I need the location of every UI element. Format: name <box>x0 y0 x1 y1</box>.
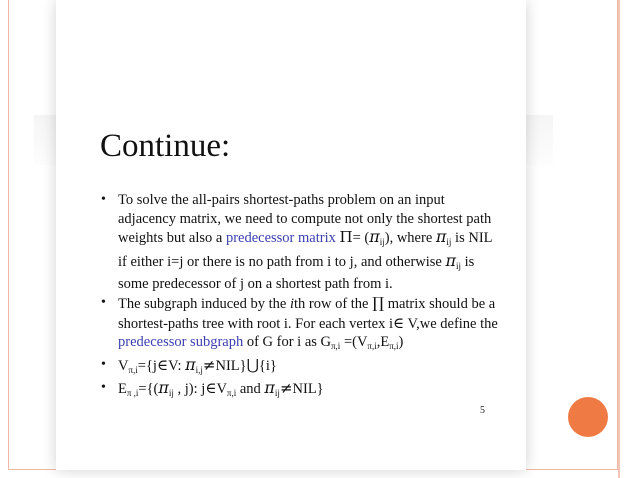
subscript: ij <box>379 237 385 248</box>
text-run: =(V <box>340 334 368 351</box>
predecessor-matrix-term: predecessor matrix <box>225 230 336 247</box>
text-run: is NIL if either i=j or there is no path from i to j, and otherwise <box>118 230 492 270</box>
product-symbol: ∏ <box>372 293 385 312</box>
subscript: ij <box>456 260 462 271</box>
text-run: To solve the all-pairs shortest-paths problem on an input adjacency matrix, we need to compute not only the shortest path weights but also a <box>118 192 492 247</box>
element-of-symbol: ∈ <box>205 379 217 398</box>
subscript: π,i <box>128 364 138 375</box>
text-run: ,E <box>376 334 390 351</box>
text-run: , j): j <box>173 381 206 398</box>
pi-symbol: π <box>369 227 380 247</box>
pi-symbol: π <box>445 250 457 270</box>
subscript: π ,i <box>126 388 139 399</box>
text-run: V <box>118 357 129 374</box>
subscript: π,i <box>331 341 341 352</box>
text-run: matrix should be a shortest-paths tree with root i. For each vertex i <box>118 295 496 332</box>
bullet-1 <box>100 191 500 294</box>
text-run: ={j <box>137 357 157 374</box>
text-run: {i} <box>258 357 277 374</box>
text-run: NIL} <box>292 381 324 398</box>
text-run: is some predecessor of j on a shortest path from i. <box>118 253 475 293</box>
not-equal-symbol: ≠ <box>279 379 293 398</box>
bullet-2 <box>100 294 500 356</box>
text-run: of G for i as G <box>243 334 332 351</box>
bullet-dot: • <box>101 294 106 310</box>
italic-i: i <box>289 295 294 312</box>
element-of-symbol: ∈ <box>156 355 169 374</box>
text-run: The subgraph induced by the <box>118 295 290 312</box>
pi-symbol: π <box>435 227 447 247</box>
bullet-dot: • <box>101 356 106 372</box>
not-equal-symbol: ≠ <box>202 355 216 374</box>
pi-symbol: π <box>264 378 275 398</box>
pi-symbol: π <box>185 354 196 374</box>
text-run: th row of the <box>293 295 373 312</box>
subscript: π,i <box>367 341 377 352</box>
right-border-line <box>618 0 620 478</box>
subscript: i,j <box>195 364 203 375</box>
text-run: ) <box>398 334 404 351</box>
bullet-dot: • <box>101 380 106 396</box>
pi-capital-symbol: Π <box>339 228 353 247</box>
text-run: V: <box>168 357 186 374</box>
bullet-4 <box>100 379 500 403</box>
scan-shadow-right <box>525 115 553 165</box>
predecessor-subgraph-term: predecessor subgraph <box>118 334 244 351</box>
pi-symbol: π <box>158 378 169 398</box>
orange-circle-decoration <box>568 397 608 437</box>
subscript: π,i <box>389 341 399 352</box>
text-run: E <box>118 381 127 398</box>
subscript: ij <box>446 237 452 248</box>
bullet-dot: • <box>101 192 106 207</box>
text-run: ={( <box>138 381 159 398</box>
text-run: V <box>216 381 227 398</box>
subscript: ij <box>168 388 174 399</box>
text-run: and <box>236 381 265 398</box>
union-symbol: ⋃ <box>246 355 259 374</box>
subscript: ij <box>274 388 280 399</box>
text-run: = ( <box>352 230 370 247</box>
text-run: V,we define the <box>404 315 498 332</box>
text-run: ), where <box>384 230 436 247</box>
element-of-symbol: ∈ <box>393 313 405 332</box>
bullet-3 <box>100 356 500 380</box>
slide-title: Continue: <box>100 128 231 164</box>
page-number: 5 <box>480 405 485 416</box>
bullet-list <box>100 191 500 403</box>
text-run: NIL} <box>215 357 247 374</box>
subscript: π,i <box>226 388 237 399</box>
